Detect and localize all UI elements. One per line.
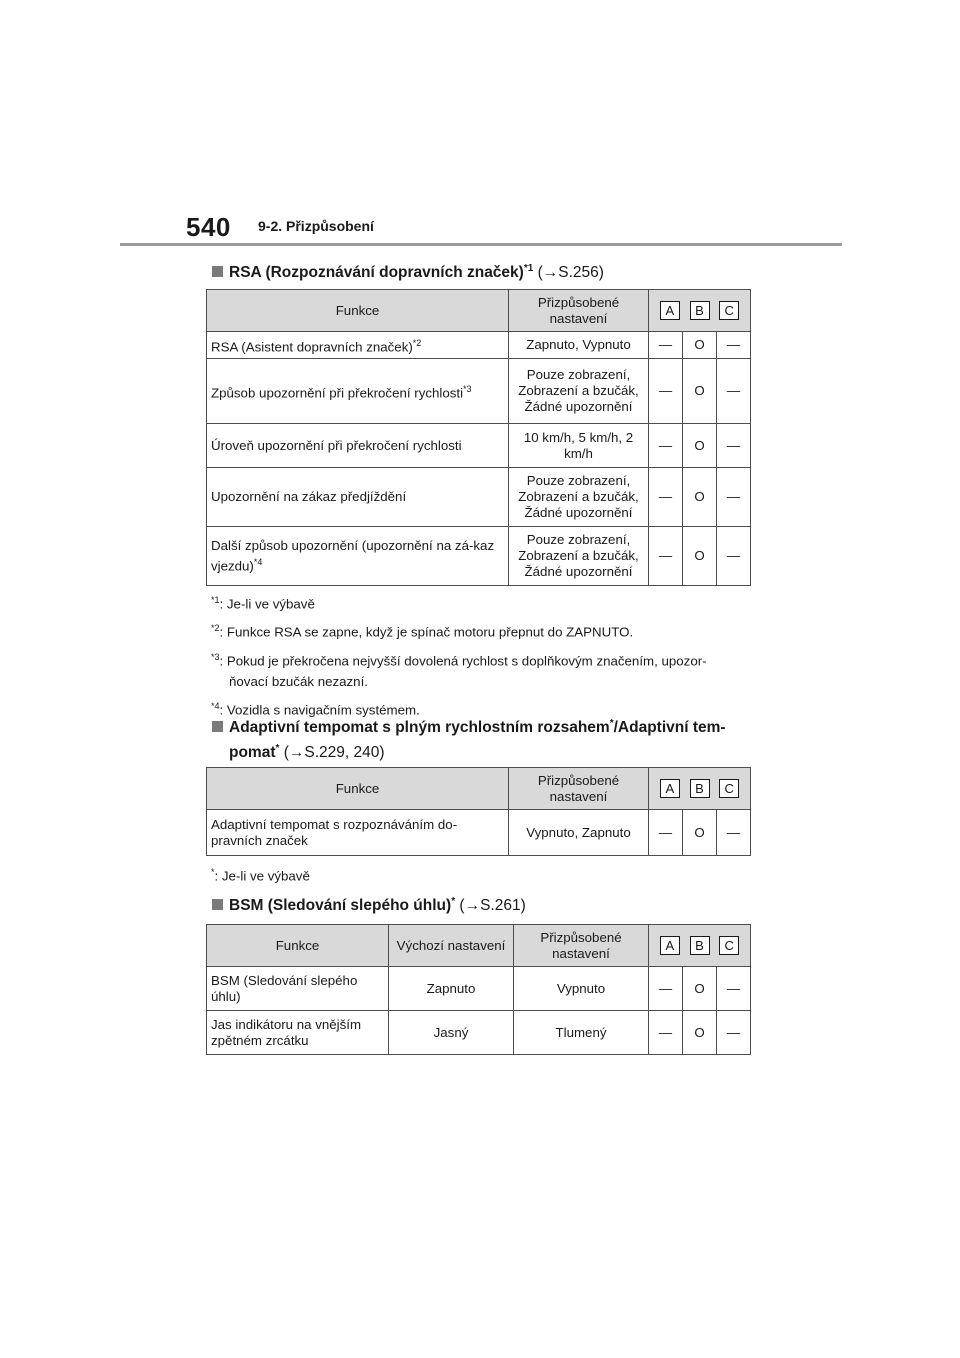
function-cell: Adaptivní tempomat s rozpoznáváním do-pravních značek [207,810,509,856]
setting-cell: Tlumený [514,1011,649,1055]
footnotes-rsa [211,590,756,721]
column-header-custom: Přizpůsobené nastavení [509,290,649,332]
footnote: $^{*4}$: Vozidla s navigačním systémem. [211,701,420,718]
table-row [207,424,751,468]
rsa-settings-table [206,289,751,586]
footnote: *: Je-li ve výbavě [211,867,310,884]
column-header-function: Funkce [207,290,509,332]
column-header-custom: Přizpůsobené nastavení [509,768,649,810]
column-c-cell: — [717,527,751,586]
column-c-box: C [719,936,739,955]
function-cell: Úroveň upozornění při překročení rychlosti [207,424,509,468]
square-bullet-icon [212,899,223,910]
column-b-cell: O [683,967,717,1011]
bsm-settings-table [206,924,751,1055]
column-a-cell: — [649,468,683,527]
column-b-box: B [690,301,710,320]
column-b-cell: O [683,359,717,424]
column-b-cell: O [683,527,717,586]
square-bullet-icon [212,266,223,277]
footnote: $^{*1}$: Je-li ve výbavě [211,595,315,612]
column-header-default: Výchozí nastavení [389,925,514,967]
column-c-cell: — [717,967,751,1011]
column-a-cell: — [649,810,683,856]
default-cell: Jasný [389,1011,514,1055]
column-c-box: C [719,301,739,320]
column-b-cell: O [683,424,717,468]
column-c-cell: — [717,332,751,359]
header-divider [120,243,842,246]
setting-cell: Zapnuto, Vypnuto [509,332,649,359]
chapter-title: 9-2. Přizpůsobení [258,218,374,234]
footnote: $^{*2}$: Funkce RSA se zapne, když je spínač motoru přepnut do ZAPNUTO. [211,623,634,640]
table-header-row [207,768,751,810]
section-heading-acc-line2: pomat* (→S.229, 240) [229,743,385,762]
column-b-cell: O [683,332,717,359]
setting-cell: Vypnuto [514,967,649,1011]
setting-cell: Pouze zobrazení, Zobrazení a bzučák, Žádné upozornění [509,527,649,586]
setting-cell: Pouze zobrazení, Zobrazení a bzučák, Žádné upozornění [509,468,649,527]
column-a-box: A [660,779,680,798]
column-a-cell: — [649,1011,683,1055]
column-b-cell: O [683,810,717,856]
function-cell: Způsob upozornění při překročení rychlosti$^{*3}$ [207,359,509,424]
column-b-box: B [690,936,710,955]
column-a-box: A [660,936,680,955]
table-row [207,527,751,586]
function-cell: Upozornění na zákaz předjíždění [207,468,509,527]
column-c-cell: — [717,424,751,468]
column-header-abc [649,290,751,332]
column-c-box: C [719,779,739,798]
function-cell: BSM (Sledování slepého úhlu) [207,967,389,1011]
table-header-row [207,290,751,332]
column-c-cell: — [717,1011,751,1055]
table-row [207,468,751,527]
function-cell: Jas indikátoru na vnějším zpětném zrcátku [207,1011,389,1055]
footnote-continuation: ňovací bzučák nezazní. [229,674,368,690]
section-heading-acc: Adaptivní tempomat s plným rychlostním rozsahem*/Adaptivní tem- [212,708,726,744]
table-row [207,967,751,1011]
column-b-cell: O [683,468,717,527]
column-header-function: Funkce [207,768,509,810]
page-reference[interactable]: (→S.229, 240) [283,744,385,762]
square-bullet-icon [212,721,223,732]
setting-cell: Pouze zobrazení, Zobrazení a bzučák, Žádné upozornění [509,359,649,424]
function-cell: RSA (Asistent dopravních značek)$^{*2}$ [207,332,509,359]
column-c-cell: — [717,468,751,527]
table-header-row [207,925,751,967]
footnote: $^{*3}$: Pokud je překročena nejvyšší dovolená rychlost s doplňkovým značením, upozor- [211,651,707,669]
column-a-cell: — [649,359,683,424]
column-header-function: Funkce [207,925,389,967]
table-row [207,1011,751,1055]
footnotes-acc [211,862,756,886]
setting-cell: 10 km/h, 5 km/h, 2 km/h [509,424,649,468]
column-a-box: A [660,301,680,320]
column-a-cell: — [649,332,683,359]
setting-cell: Vypnuto, Zapnuto [509,810,649,856]
table-row [207,332,751,359]
column-b-cell: O [683,1011,717,1055]
page-reference[interactable]: (→S.256) [537,264,604,282]
column-header-abc [649,925,751,967]
column-a-cell: — [649,527,683,586]
column-c-cell: — [717,810,751,856]
page-header [0,0,960,250]
page-reference[interactable]: (→S.261) [459,897,526,915]
page-number: 540 [186,212,231,242]
column-b-box: B [690,779,710,798]
column-a-cell: — [649,424,683,468]
table-row [207,810,751,856]
column-header-custom: Přizpůsobené nastavení [514,925,649,967]
column-a-cell: — [649,967,683,1011]
section-heading-rsa: RSA (Rozpoznávání dopravních značek)$^{*1}$ (→S.256) [212,253,604,289]
acc-settings-table [206,767,751,856]
function-cell: Další způsob upozornění (upozornění na zá-kaz vjezdu)$^{*4}$ [207,527,509,586]
table-row [207,359,751,424]
default-cell: Zapnuto [389,967,514,1011]
column-c-cell: — [717,359,751,424]
column-header-abc [649,768,751,810]
section-heading-bsm: BSM (Sledování slepého úhlu)* (→S.261) [212,886,526,922]
